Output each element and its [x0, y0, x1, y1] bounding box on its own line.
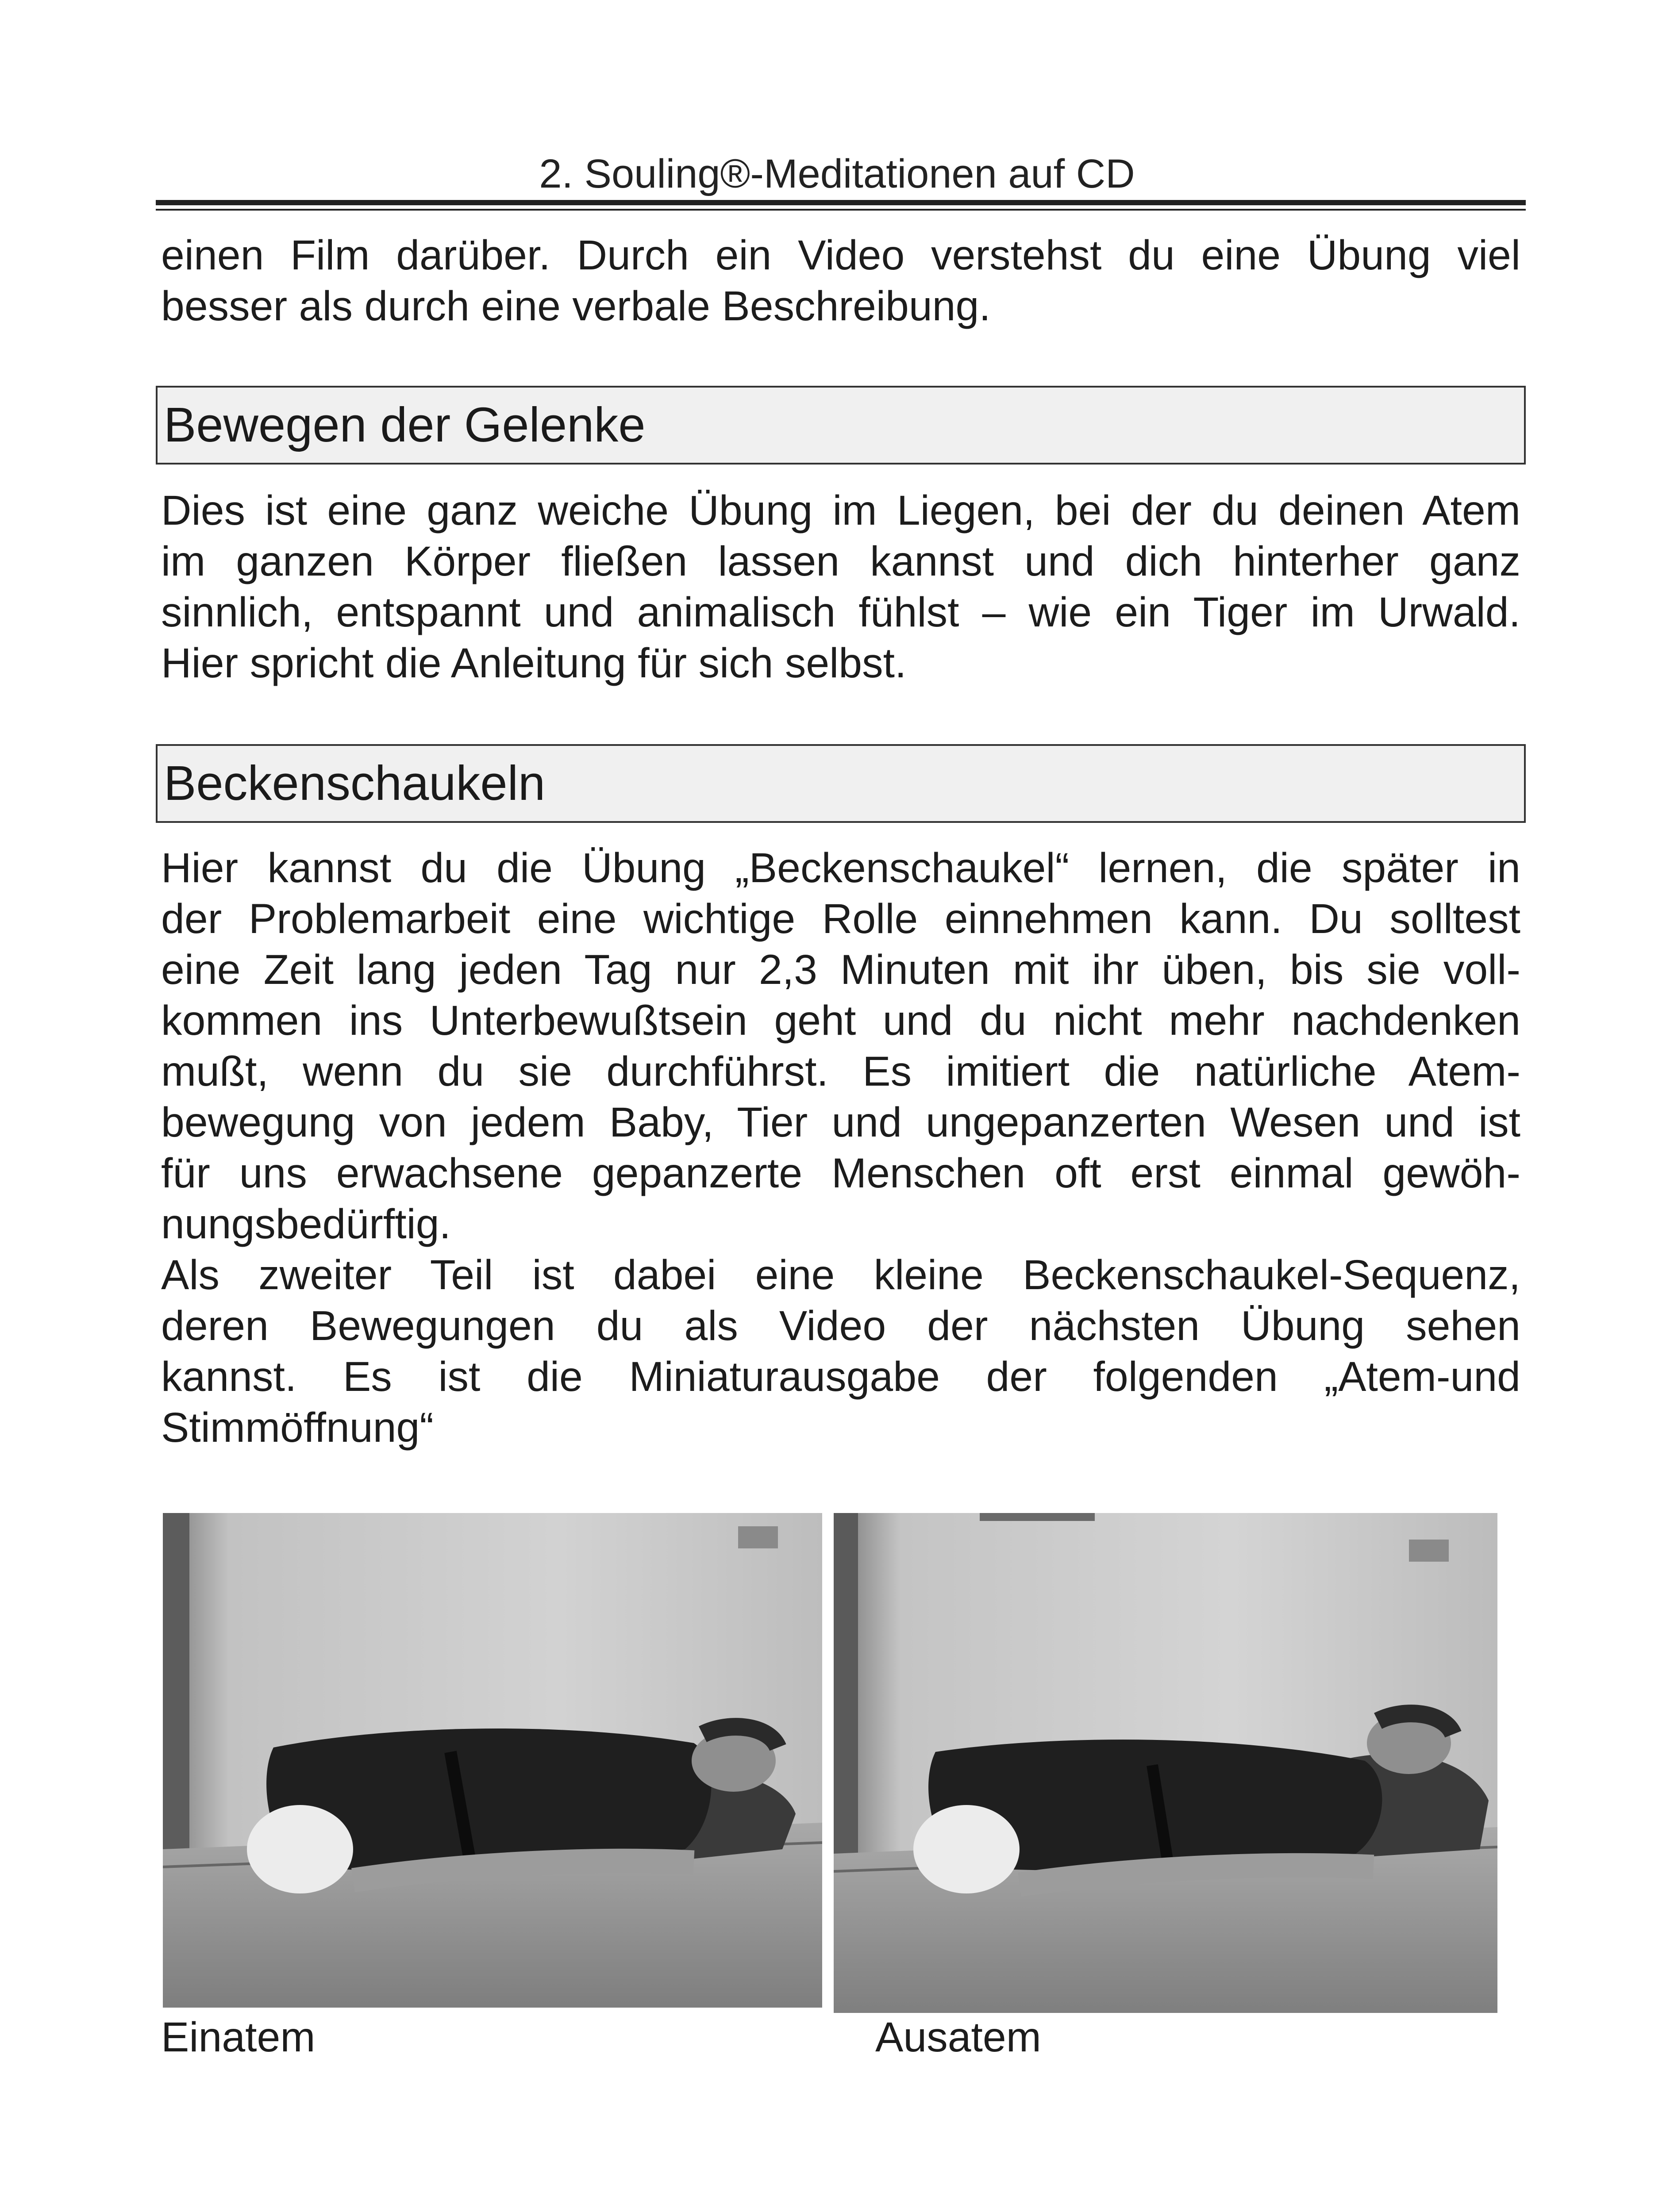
- body-line: kannst. Es ist die Miniaturausgabe der folgenden „Atem-und: [161, 1353, 1520, 1400]
- body-line: Dies ist eine ganz weiche Übung im Liegen, bei der du deinen Atem: [161, 487, 1520, 534]
- header-rule-thick: [156, 200, 1526, 205]
- header-rule-thin: [156, 209, 1526, 211]
- photo-einatem: [163, 1513, 822, 2008]
- body-line: Hier kannst du die Übung „Beckenschaukel“ lernen, die später in: [161, 845, 1520, 891]
- intro-paragraph: [161, 230, 1520, 332]
- body-line: bewegung von jedem Baby, Tier und ungepanzerten Wesen und ist: [161, 1099, 1520, 1146]
- section-title: Beckenschaukeln: [164, 756, 546, 810]
- section-paragraph-bewegen: [161, 485, 1520, 689]
- body-line: der Problemarbeit eine wichtige Rolle einnehmen kann. Du solltest: [161, 895, 1520, 942]
- section-heading-bewegen: [156, 386, 1526, 465]
- body-line: deren Bewegungen du als Video der nächsten Übung sehen: [161, 1302, 1520, 1349]
- body-line: Hier spricht die Anleitung für sich selbst.: [161, 640, 907, 687]
- section-title: Bewegen der Gelenke: [164, 398, 646, 452]
- photo-caption-ausatem: Ausatem: [875, 2014, 1041, 2061]
- section-paragraph-beckenschaukeln: [161, 843, 1520, 1453]
- running-header: 2. Souling®-Meditationen auf CD: [539, 151, 1135, 196]
- section-heading-beckenschaukeln: [156, 744, 1526, 823]
- body-line: kommen ins Unterbewußtsein geht und du nicht mehr nachdenken: [161, 997, 1520, 1044]
- intro-line: besser als durch eine verbale Beschreibung.: [161, 283, 991, 330]
- body-line: Stimmöffnung“: [161, 1404, 434, 1451]
- body-line: sinnlich, entspannt und animalisch fühlst – wie ein Tiger im Urwald.: [161, 589, 1520, 636]
- body-line: mußt, wenn du sie durchführst. Es imitiert die natürliche Atem-: [161, 1048, 1520, 1095]
- photo-caption-einatem: Einatem: [161, 2014, 316, 2061]
- body-line: im ganzen Körper fließen lassen kannst und dich hinterher ganz: [161, 538, 1520, 585]
- body-line: Als zweiter Teil ist dabei eine kleine Beckenschaukel-Sequenz,: [161, 1252, 1520, 1298]
- photo-ausatem: [834, 1513, 1497, 2013]
- body-line: nungsbedürftig.: [161, 1201, 451, 1248]
- intro-line: einen Film darüber. Durch ein Video verstehst du eine Übung viel: [161, 232, 1520, 279]
- body-line: eine Zeit lang jeden Tag nur 2,3 Minuten mit ihr üben, bis sie voll-: [161, 946, 1520, 993]
- body-line: für uns erwachsene gepanzerte Menschen oft erst einmal gewöh-: [161, 1150, 1520, 1197]
